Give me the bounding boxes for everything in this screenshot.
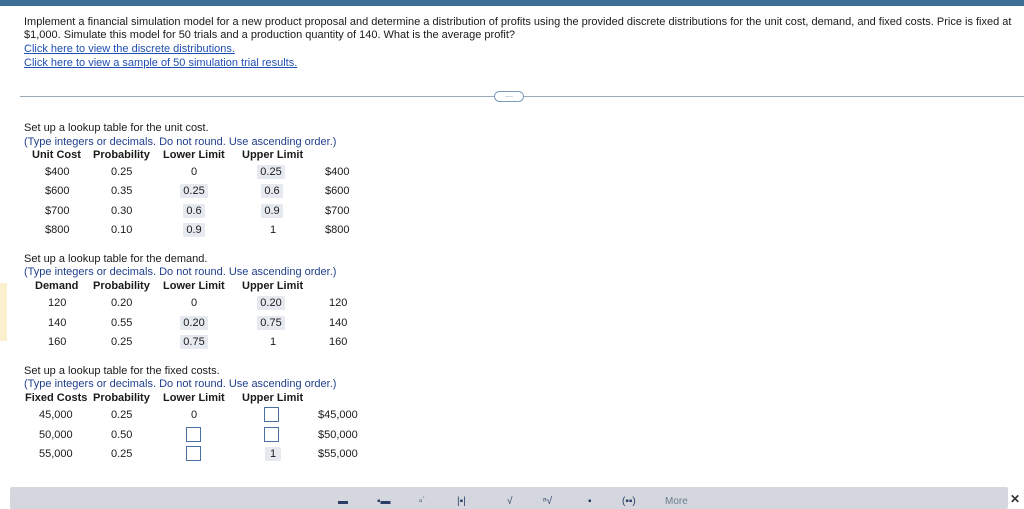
row-probability: 0.35 [111,185,133,197]
question-text-block [24,16,1014,70]
lower-limit-input[interactable] [186,427,201,442]
lower-limit-header: Lower Limit [163,280,225,292]
mixed-number-tool-icon[interactable]: ▪▬ [377,496,391,507]
question-text: Implement a financial simulation model for a new product proposal and determine a distribution of profits using the provided discrete distributions for the unit cost, demand, and fixed costs. Price is fixed at $1,000. Simulate this model for 50 trials and a production quantity of 140. What is the average profit? [24,16,1012,41]
fixed-costs-hint: (Type integers or decimals. Do not round. Use ascending order.) [24,378,337,390]
row-probability: 0.25 [111,448,133,460]
decimal-tool-icon[interactable]: ▪ [588,496,592,507]
row-label: 50,000 [39,429,73,441]
upper-limit-header: Upper Limit [242,392,304,404]
row-result: $400 [325,166,350,178]
row-probability: 0.50 [111,429,133,441]
upper-limit-input[interactable]: 1 [265,447,281,461]
demand-hint: (Type integers or decimals. Do not round. Use ascending order.) [24,266,337,278]
row-result: 140 [329,317,348,329]
unit-cost-header: Unit Cost [32,149,81,161]
row-label: 140 [48,317,67,329]
exponent-tool-icon[interactable]: ▫˙ [419,496,426,507]
row-result: 160 [329,336,348,348]
row-result: $55,000 [318,448,358,460]
row-label: $800 [45,224,70,236]
demand-header: Demand [35,280,79,292]
probability-header: Probability [93,392,150,404]
row-probability: 0.25 [111,166,133,178]
more-tools-button[interactable]: More [665,496,688,507]
lower-limit-header: Lower Limit [163,392,225,404]
view-distributions-link[interactable]: Click here to view the discrete distributions. [24,43,235,55]
lower-limit-value: 0 [191,297,198,309]
top-accent-bar [0,0,1024,6]
upper-limit-value: 1 [270,336,277,348]
math-input-toolbar [10,487,1008,509]
fraction-tool-icon[interactable]: ▬ [338,496,348,507]
row-label: $600 [45,185,70,197]
upper-limit-input[interactable]: 0.9 [261,204,283,218]
probability-header: Probability [93,280,150,292]
unit-cost-hint: (Type integers or decimals. Do not round. Use ascending order.) [24,136,337,148]
lower-limit-input[interactable]: 0.25 [180,184,208,198]
row-label: 120 [48,297,67,309]
lower-limit-input[interactable]: 0.9 [183,223,205,237]
row-probability: 0.20 [111,297,133,309]
demand-instruction: Set up a lookup table for the demand. [24,253,208,265]
upper-limit-input[interactable] [264,407,279,422]
upper-limit-input[interactable]: 0.75 [257,316,285,330]
lower-limit-input[interactable]: 0.75 [180,335,208,349]
row-probability: 0.55 [111,317,133,329]
absolute-value-tool-icon[interactable]: |▪| [457,496,466,507]
row-label: 45,000 [39,409,73,421]
expand-more-button[interactable]: .... [494,91,524,102]
upper-limit-input[interactable]: 0.25 [257,165,285,179]
probability-header: Probability [93,149,150,161]
nth-root-tool-icon[interactable]: ⁿ√ [543,496,553,507]
row-label: $700 [45,205,70,217]
row-result: 120 [329,297,348,309]
upper-limit-value: 1 [270,224,277,236]
lower-limit-value: 0 [191,409,198,421]
upper-limit-input[interactable]: 0.20 [257,296,285,310]
upper-limit-header: Upper Limit [242,280,304,292]
question-marker [0,283,7,341]
row-result: $45,000 [318,409,358,421]
sqrt-tool-icon[interactable]: √ [507,496,513,507]
lower-limit-input[interactable]: 0.20 [180,316,208,330]
lower-limit-value: 0 [191,166,198,178]
row-label: 55,000 [39,448,73,460]
row-probability: 0.10 [111,224,133,236]
parentheses-tool-icon[interactable]: (▪▪) [622,496,636,507]
fixed-costs-instruction: Set up a lookup table for the fixed costs. [24,365,220,377]
row-probability: 0.25 [111,409,133,421]
row-probability: 0.25 [111,336,133,348]
row-result: $600 [325,185,350,197]
unit-cost-instruction: Set up a lookup table for the unit cost. [24,122,209,134]
row-result: $800 [325,224,350,236]
row-label: 160 [48,336,67,348]
lower-limit-header: Lower Limit [163,149,225,161]
upper-limit-input[interactable]: 0.6 [261,184,283,198]
view-sample-trials-link[interactable]: Click here to view a sample of 50 simulation trial results. [24,57,298,69]
lower-limit-input[interactable] [186,446,201,461]
row-result: $700 [325,205,350,217]
upper-limit-header: Upper Limit [242,149,304,161]
fixed-costs-header: Fixed Costs [25,392,88,404]
close-icon[interactable]: ✕ [1010,492,1021,506]
row-result: $50,000 [318,429,358,441]
upper-limit-input[interactable] [264,427,279,442]
row-label: $400 [45,166,70,178]
row-probability: 0.30 [111,205,133,217]
lower-limit-input[interactable]: 0.6 [183,204,205,218]
